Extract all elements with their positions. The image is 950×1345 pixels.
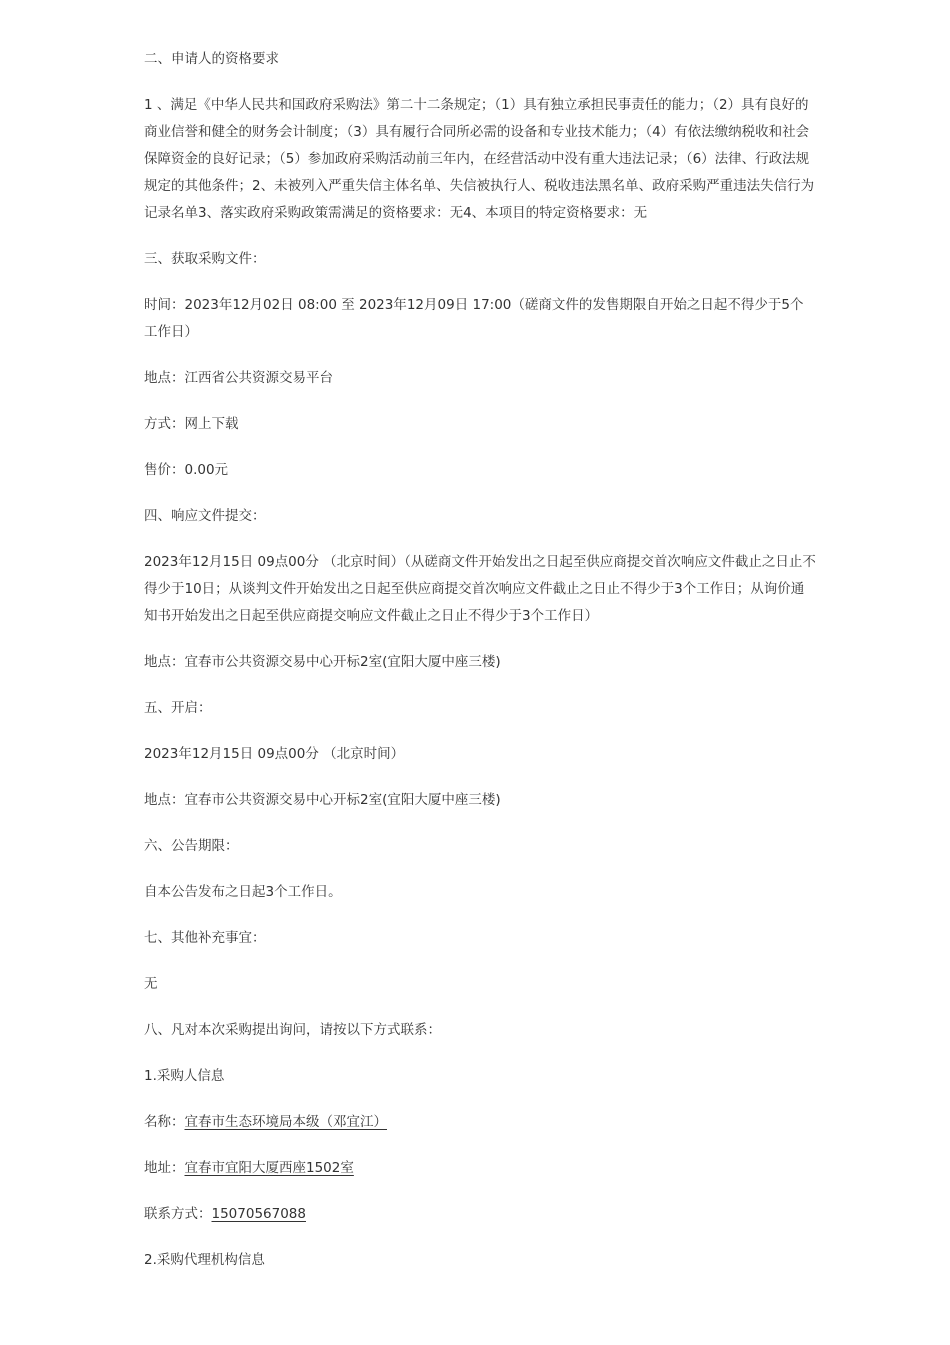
purchaser-address-label: 地址： — [144, 1160, 185, 1176]
submission-heading: 四、响应文件提交： — [144, 508, 266, 524]
opening-heading: 五、开启： — [144, 700, 212, 716]
purchaser-name-label: 名称： — [144, 1114, 185, 1130]
obtain-docs-heading: 三、获取采购文件： — [144, 251, 266, 267]
purchaser-phone-row — [144, 1201, 816, 1228]
period-body: 自本公告发布之日起3个工作日。 — [144, 884, 342, 900]
obtain-docs-place: 地点：江西省公共资源交易平台 — [144, 370, 333, 386]
period-heading: 六、公告期限： — [144, 838, 239, 854]
purchaser-phone-link[interactable]: 15070567088 — [211, 1206, 306, 1222]
other-body: 无 — [144, 976, 158, 992]
qualification-heading: 二、申请人的资格要求 — [144, 51, 279, 67]
submission-time: 2023年12月15日 09点00分 （北京时间）（从磋商文件开始发出之日起至供应商提交首次响应文件截止之日止不得少于10日；从谈判文件开始发出之日起至供应商提交首次响应文件截止之日止不得少于3个工作日；从询价通知书开始发出之日起至供应商提交响应文件截止之日止不得少于3个工作日） — [144, 554, 816, 624]
obtain-docs-method: 方式：网上下载 — [144, 416, 239, 432]
opening-time: 2023年12月15日 09点00分 （北京时间） — [144, 746, 405, 762]
agency-title: 2.采购代理机构信息 — [144, 1252, 265, 1268]
opening-place: 地点：宜春市公共资源交易中心开标2室(宜阳大厦中座三楼) — [144, 792, 501, 808]
purchaser-address-link[interactable]: 宜春市宜阳大厦西座1502室 — [184, 1160, 354, 1176]
purchaser-title: 1.采购人信息 — [144, 1068, 225, 1084]
qualification-body: 1 、满足《中华人民共和国政府采购法》第二十二条规定；（1）具有独立承担民事责任的能力；（2）具有良好的商业信誉和健全的财务会计制度；（3）具有履行合同所必需的设备和专业技术能力；（4）有依法缴纳税收和社会保障资金的良好记录；（5）参加政府采购活动前三年内，在经营活动中没有重大违法记录；（6）法律、行政法规规定的其他条件；2、未被列入严重失信主体名单、失信被执行人、税收违法黑名单、政府采购严重违法失信行为记录名单3、落实政府采购政策需满足的资格要求：无4、本项目的特定资格要求：无 — [144, 97, 815, 221]
contact-heading: 八、凡对本次采购提出询问，请按以下方式联系： — [144, 1022, 441, 1038]
purchaser-address-row — [144, 1155, 816, 1182]
obtain-docs-price: 售价：0.00元 — [144, 462, 229, 478]
purchaser-phone-label: 联系方式： — [144, 1206, 212, 1222]
other-heading: 七、其他补充事宜： — [144, 930, 266, 946]
purchaser-name-row — [144, 1109, 816, 1136]
obtain-docs-time: 时间：2023年12月02日 08:00 至 2023年12月09日 17:00（磋商文件的发售期限自开始之日起不得少于5个工作日） — [144, 297, 804, 340]
submission-place: 地点：宜春市公共资源交易中心开标2室(宜阳大厦中座三楼) — [144, 654, 501, 670]
purchaser-name-link[interactable]: 宜春市生态环境局本级（邓宜江） — [184, 1114, 387, 1130]
